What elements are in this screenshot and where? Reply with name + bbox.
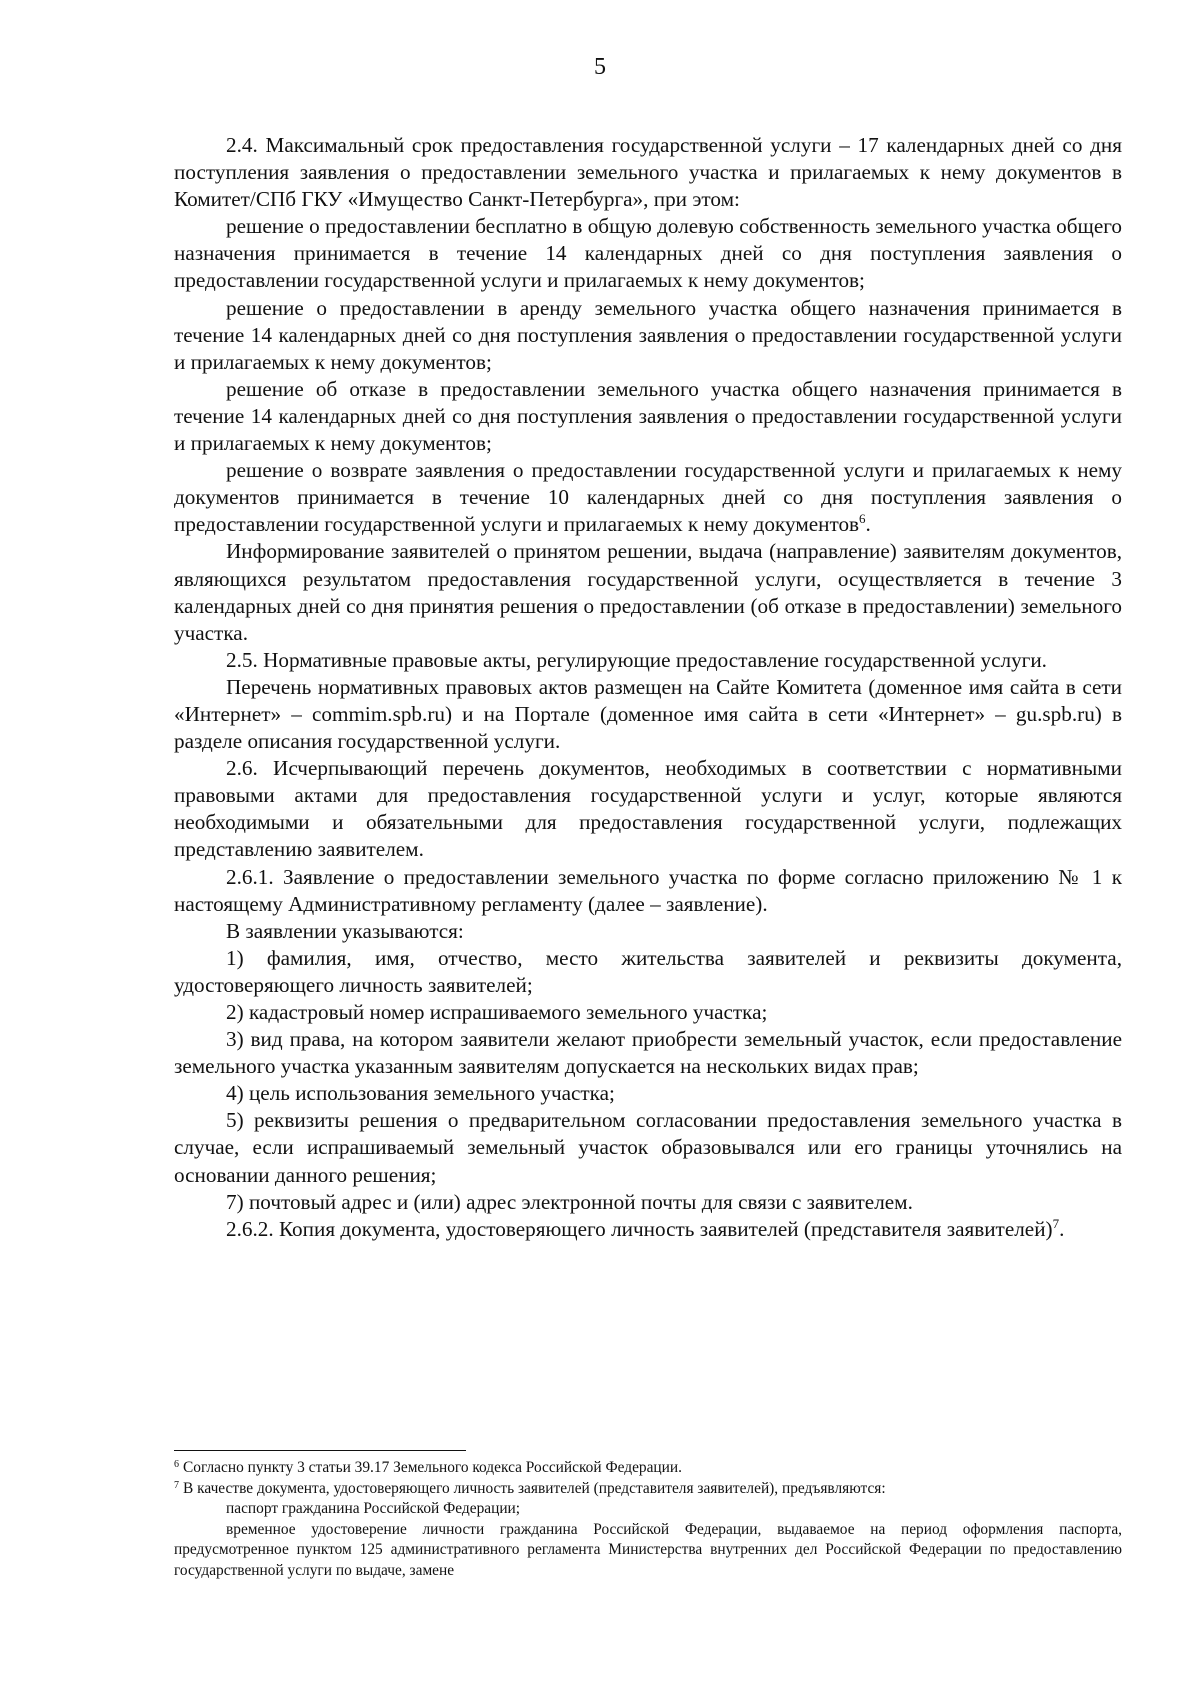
list-item-2: 2) кадастровый номер испрашиваемого земельного участка;: [226, 1000, 768, 1024]
footnote-7-item-passport: паспорт гражданина Российской Федерации;: [226, 1500, 521, 1517]
footnotes: [174, 1458, 1122, 1581]
paragraph-2-6: 2.6. Исчерпывающий перечень документов, необходимых в соответствии с нормативными правовыми актами для предоставления государственной услуги и услуг, которые являются необходимыми и обязательными для предоставления государственной услуги, подлежащих представлению заявителем.: [174, 756, 1122, 862]
footnote-separator: [174, 1450, 466, 1451]
paragraph-2-4: 2.4. Максимальный срок предоставления государственной услуги – 17 календарных дней со дня поступления заявления о предоставлении земельного участка и прилагаемых к нему документов в Комитет/СПб ГКУ «Имущество Санкт-Петербурга», при этом:: [174, 133, 1122, 212]
paragraph-decision-lease: решение о предоставлении в аренду земельного участка общего назначения принимается в течение 14 календарных дней со дня поступления заявления о предоставлении государственной услуги и прилагаемых к нему документов;: [174, 295, 1122, 374]
paragraph-acts-list: Перечень нормативных правовых актов размещен на Сайте Комитета (доменное имя сайта в сети «Интернет» – commim.spb.ru) и на Портале (доменное имя сайта в сети «Интернет» – gu.spb.ru) в разделе описания государственной услуги.: [174, 674, 1122, 754]
footnote-mark: 6: [174, 1459, 179, 1470]
list-item-7: 7) почтовый адрес и (или) адрес электронной почты для связи с заявителем.: [226, 1189, 913, 1214]
list-item-3: 3) вид права, на котором заявители желают приобрести земельный участок, если предоставление земельного участка указанным заявителям допускается на нескольких видах прав;: [174, 1027, 1122, 1079]
paragraph-decision-return: решение о возврате заявления о предоставлении государственной услуги и прилагаемых к нему документов принимается в течение 10 календарных дней со дня поступления заявления о предоставлении государственной услуги и прилагаемых к нему документов$^6$.: [174, 458, 1122, 537]
list-item-4: 4) цель использования земельного участка;: [226, 1081, 615, 1106]
footnote-ref-7[interactable]: 7: [1052, 1215, 1060, 1231]
paragraph-informing: Информирование заявителей о принятом решении, выдача (направление) заявителям документов, являющихся результатом предоставления государственной услуги, осуществляется в течение 3 календарных дней со дня принятия решения о предоставлении (об отказе в предоставлении) земельного участка.: [174, 539, 1122, 645]
paragraph-2-6-1: 2.6.1. Заявление о предоставлении земельного участка по форме согласно приложению № 1 к настоящему Административному регламенту (далее – заявление).: [174, 864, 1122, 916]
paragraph-decision-ownership: решение о предоставлении бесплатно в общую долевую собственность земельного участка общего назначения принимается в течение 14 календарных дней со дня поступления заявления о предоставлении государственной услуги и прилагаемых к нему документов;: [174, 214, 1122, 293]
page-number: 5: [594, 54, 606, 80]
paragraph-2-5: 2.5. Нормативные правовые акты, регулирующие предоставление государственной услуги.: [226, 647, 1047, 672]
footnote-mark: 7: [174, 1479, 179, 1491]
footnote-7: $^7$ В качестве документа, удостоверяющего личность заявителей (представителя заявителей), предъявляются:: [174, 1479, 886, 1497]
list-item-5: 5) реквизиты решения о предварительном согласовании предоставления земельного участка в случае, если испрашиваемый земельный участок образовывался или его границы уточнялись на основании данного решения;: [174, 1108, 1122, 1187]
list-item-1: 1) фамилия, имя, отчество, место жительства заявителей и реквизиты документа, удостоверяющего личность заявителей;: [174, 945, 1122, 997]
footnote-ref-6[interactable]: 6: [859, 511, 866, 527]
paragraph-application-contents: В заявлении указываются:: [226, 918, 464, 943]
footnote-7-item-temporary-id: временное удостоверение личности гражданина Российской Федерации, выдаваемое на период оформления паспорта, предусмотренное пунктом 125 административного регламента Министерства внутренних дел Российской Федерации по предоставлению государственной услуги по выдаче, замене: [174, 1520, 1122, 1579]
footnote-6: $^6$ Согласно пункту 3 статьи 39.17 Земельного кодекса Российской Федерации.: [174, 1459, 682, 1476]
paragraph-decision-refusal: решение об отказе в предоставлении земельного участка общего назначения принимается в течение 14 календарных дней со дня поступления заявления о предоставлении государственной услуги и прилагаемых к нему документов;: [174, 376, 1122, 456]
main-text: [174, 132, 1122, 1243]
paragraph-2-6-2: 2.6.2. Копия документа, удостоверяющего личность заявителей (представителя заявителей)$^7$.: [226, 1215, 1065, 1241]
